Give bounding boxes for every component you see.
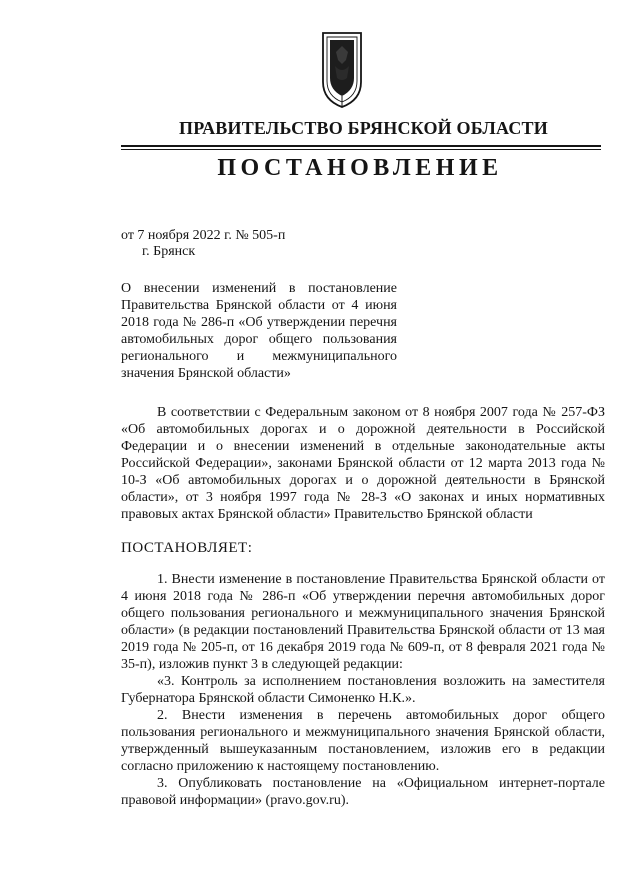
decree-word: ПОСТАНОВЛЯЕТ:: [121, 540, 253, 556]
preamble-text: В соответствии с Федеральным законом от 8 ноября 2007 года № 257-ФЗ «Об автомобильных дорогах и о дорожной деятельности в Российской Федерации и о внесении изменений в отдельные законодательные акты Российской Федерации», законами Брянской области от 12 марта 2013 года № 10-З «Об автомобильных дорогах и о дорожной деятельности в Брянской области», от 3 ноября 1997 года № 28-З «О законах и иных нормативных правовых актах Брянской области» Правительство Брянской области: [121, 405, 605, 522]
header-rule: [121, 145, 601, 147]
item-1-quote: «3. Контроль за исполнением постановления возложить на заместителя Губернатора Брянской области Симоненко Н.К.».: [121, 674, 605, 706]
coat-of-arms-icon: [320, 30, 364, 110]
item-1: 1. Внести изменение в постановление Правительства Брянской области от 4 июня 2018 года № 286-п «Об утверждении перечня автомобильных дорог общего пользования регионального и межмуниципального значения Брянской области» (в редакции постановлений Правительства Брянской области от 13 мая 2019 года № 205-п, от 16 декабря 2019 года № 609-п, от 8 февраля 2021 года № 35-п), изложив пункт 3 в следующей редакции:: [121, 572, 605, 672]
document-subject: О внесении изменений в постановление Правительства Брянской области от 4 июня 2018 года № 286-п «Об утверждении перечня автомобильных дорог общего пользования регионального и межмуниципального значения Брянской области»: [121, 281, 397, 381]
city-line: г. Брянск: [142, 244, 196, 259]
header-rule-thin: [121, 149, 601, 150]
item-2: 2. Внести изменения в перечень автомобильных дорог общего пользования регионального и межмуниципального значения Брянской области, утвержденный вышеуказанным постановлением, изложив его в редакции согласно приложению к настоящему постановлению.: [121, 708, 605, 774]
decree-items: [121, 571, 605, 809]
document-type-title: ПОСТАНОВЛЕНИЕ: [217, 155, 503, 181]
preamble: [121, 404, 605, 523]
date-number-line: от 7 ноября 2022 г. № 505-п: [121, 228, 286, 243]
org-title: ПРАВИТЕЛЬСТВО БРЯНСКОЙ ОБЛАСТИ: [179, 118, 548, 138]
item-3: 3. Опубликовать постановление на «Официальном интернет-портале правовой информации» (pravo.gov.ru).: [121, 776, 605, 808]
